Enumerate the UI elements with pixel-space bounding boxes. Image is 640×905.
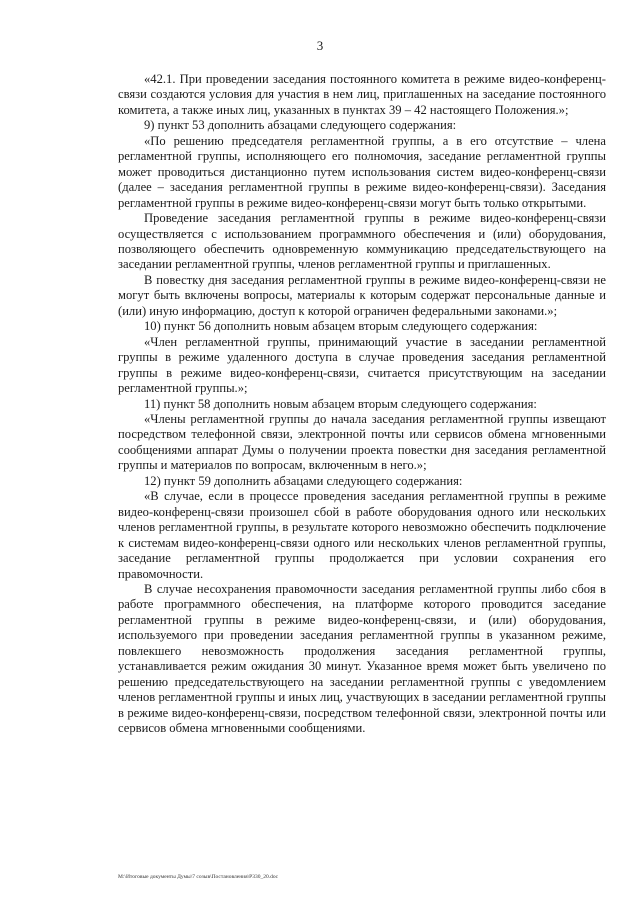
- paragraph-item-11: 11) пункт 58 дополнить новым абзацем вторым следующего содержания:: [144, 396, 537, 411]
- paragraph-item-10: 10) пункт 56 дополнить новым абзацем вторым следующего содержания:: [144, 319, 538, 334]
- paragraph-item-9: 9) пункт 53 дополнить абзацами следующего содержания:: [144, 118, 457, 133]
- footer-file-path: M:\Итоговые документы Думы\7 созыв\Постановления\Р330_20.doc: [118, 874, 279, 880]
- paragraph-item-12-text-2: В случае несохранения правомочности заседания регламентной группы либо сбоя в работе программного обеспечения, на платформе которого проводится заседание регламентной группы в режиме видео-конференц-связи, и (или) оборудования, используемого при проведении заседания регламентной группы в указанном режиме, повлекшего невозможность продолжения заседания регламентной группы, устанавливается режим ожидания 30 минут. Указанное время может быть увеличено по решению председательствующего на заседании регламентной группы с уведомлением членов регламентной группы и иных лиц, участвующих в заседании регламентной группы в режиме видео-конференц-связи, посредством телефонной связи, электронной почты или сервисов обмена мгновенными сообщениями.: [118, 581, 606, 736]
- paragraph-42-1: «42.1. При проведении заседания постоянного комитета в режиме видео-конференц-связи создаются условия для участия в нем лиц, приглашенных на заседание постоянного комитета, а также иных лиц, указанных в пунктах 39 – 42 настоящего Положения.»;: [118, 72, 606, 117]
- paragraph-item-9-text-1: «По решению председателя регламентной группы, а в его отсутствие – члена регламентной группы, исполняющего его полномочия, заседание регламентной группы может проводиться дистанционно путем использования систем видео-конференц-связи (далее – заседания регламентной группы в режиме видео-конференц-связи). Заседания регламентной группы в режиме видео-конференц-связи могут быть только открытыми.: [118, 133, 606, 210]
- paragraph-item-9-text-2: Проведение заседания регламентной группы в режиме видео-конференц-связи осуществляется с использованием программного обеспечения и (или) оборудования, позволяющего обеспечить одновременную коммуникацию председательствующего на заседании регламентной группы, членов регламентной группы и приглашенных.: [118, 211, 606, 272]
- paragraph-item-12-text-1: «В случае, если в процессе проведения заседания регламентной группы в режиме видео-конференц-связи произошел сбой в работе оборудования одного или нескольких членов регламентной группы, в результате которого невозможно обеспечить подключение к системам видео-конференц-связи одного или нескольких членов регламентной группы, заседание регламентной группы продолжается при условии сохранения его правомочности.: [118, 489, 606, 581]
- paragraph-item-10-text: «Член регламентной группы, принимающий участие в заседании регламентной группы в режиме удаленного доступа в случае проведения заседания регламентной группы в режиме видео-конференц-связи, считается присутствующим на заседании регламентной группы.»;: [118, 334, 606, 396]
- paragraph-item-11-text: «Члены регламентной группы до начала заседания регламентной группы извещают посредством телефонной связи, электронной почты или сервисов обмена мгновенными сообщениями аппарат Думы о получении проекта повестки дня заседания регламентной группы и материалов по вопросам, включенным в него.»;: [118, 411, 606, 473]
- page-number: 3: [316, 38, 324, 53]
- paragraph-item-9-text-3: В повестку дня заседания регламентной группы в режиме видео-конференц-связи не могут быть включены вопросы, материалы к которым содержат персональные данные и (или) иную информацию, доступ к которой ограничен федеральными законами.»;: [118, 272, 606, 318]
- document-body: [118, 72, 606, 736]
- paragraph-item-12: 12) пункт 59 дополнить абзацами следующего содержания:: [144, 473, 463, 488]
